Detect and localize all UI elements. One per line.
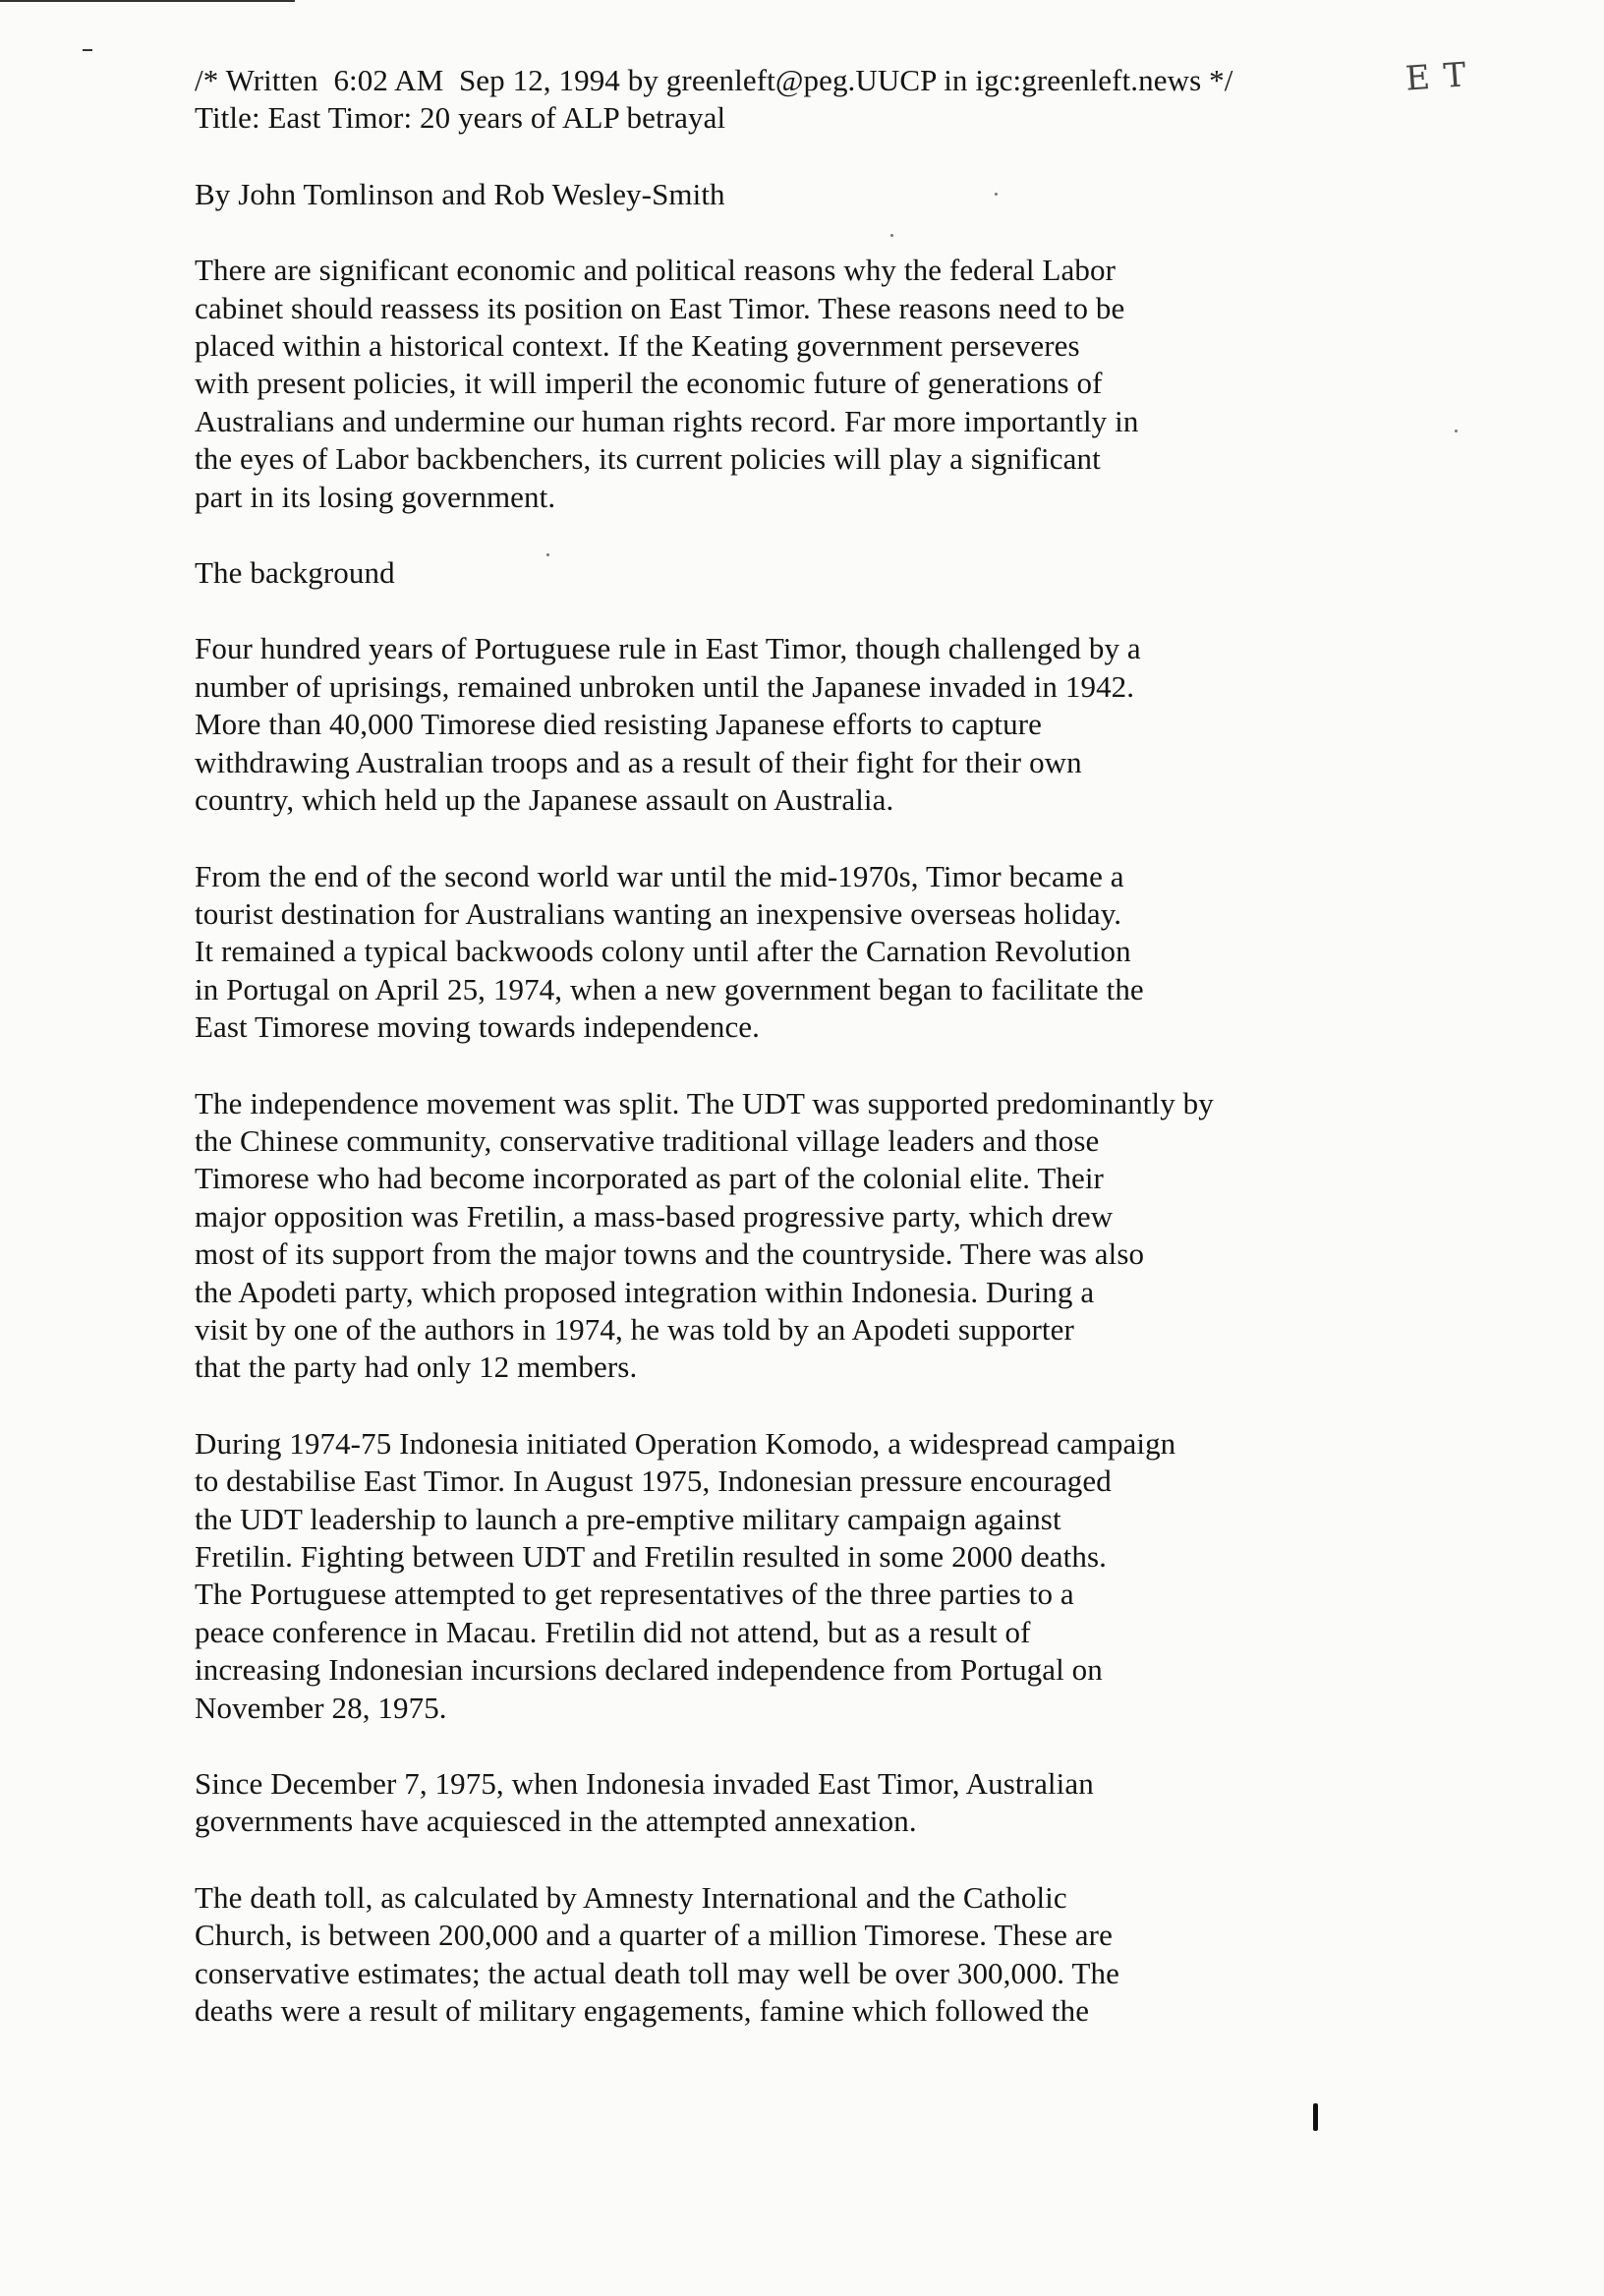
article-body [195,252,1374,2030]
paragraph [195,1879,1374,2031]
text-line: From the end of the second world war until the mid-1970s, Timor became a [195,858,1124,893]
text-line: most of its support from the major towns and the countryside. There was also [195,1236,1145,1272]
scan-speck [1455,430,1458,432]
written-header-line: /* Written 6:02 AM Sep 12, 1994 by greenleft@peg.UUCP in igc:greenleft.news */ [195,63,1233,97]
text-line: Since December 7, 1975, when Indonesia invaded East Timor, Australian [195,1766,1094,1802]
section-heading [195,554,1374,592]
text-line: The Portuguese attempted to get representatives of the three parties to a [195,1577,1074,1612]
text-line: During 1974-75 Indonesia initiated Operation Komodo, a widespread campaign [195,1425,1176,1461]
spacer [195,138,1374,176]
text-line: the UDT leadership to launch a pre-emptive military campaign against [195,1501,1061,1536]
text-line: withdrawing Australian troops and as a result of their fight for their own [195,744,1082,779]
text-line: The background [195,555,395,591]
text-line: peace conference in Macau. Fretilin did not attend, but as a result of [195,1614,1031,1649]
text-line: Church, is between 200,000 and a quarter of a million Timorese. These are [195,1918,1113,1953]
paragraph [195,630,1374,819]
text-line: with present policies, it will imperil the economic future of generations of [195,366,1103,401]
paragraph-spacer [195,820,1374,858]
paragraph [195,252,1374,516]
text-line: placed within a historical context. If the Keating government perseveres [195,328,1080,364]
text-line: governments have acquiesced in the attempted annexation. [195,1804,917,1839]
paragraph [195,1765,1374,1841]
text-line: to destabilise East Timor. In August 1975, Indonesian pressure encouraged [195,1464,1112,1499]
byline: By John Tomlinson and Rob Wesley-Smith [195,176,725,211]
text-line: More than 40,000 Timorese died resisting Japanese efforts to capture [195,707,1042,742]
text-line: deaths were a result of military engagements, famine which followed the [195,1993,1090,2029]
paragraph [195,858,1374,1047]
page-mark [1313,2103,1318,2131]
text-line: Australians and undermine our human rights record. Far more importantly in [195,403,1139,438]
spacer [195,213,1374,252]
paragraph-spacer [195,1727,1374,1765]
text-line: cabinet should reassess its position on East Timor. These reasons need to be [195,290,1125,325]
text-line: increasing Indonesian incursions declared independence from Portugal on [195,1652,1103,1688]
paragraph-spacer [195,1387,1374,1425]
paragraph-spacer [195,592,1374,630]
text-line: in Portugal on April 25, 1974, when a new government began to facilitate the [195,971,1144,1006]
text-line: November 28, 1975. [195,1690,447,1725]
paragraph-spacer [195,516,1374,554]
text-line: Four hundred years of Portuguese rule in East Timor, though challenged by a [195,631,1141,666]
top-rule [0,0,295,2]
text-line: part in its losing government. [195,479,556,514]
text-line: East Timorese moving towards independence. [195,1009,761,1045]
scan-speck [546,553,549,556]
paragraph-spacer [195,1047,1374,1085]
text-line: Fretilin. Fighting between UDT and Fretilin resulted in some 2000 deaths. [195,1539,1107,1574]
text-line: major opposition was Fretilin, a mass-based progressive party, which drew [195,1198,1114,1234]
text-line: visit by one of the authors in 1974, he was told by an Apodeti supporter [195,1311,1074,1347]
text-line: the Chinese community, conservative traditional village leaders and those [195,1122,1100,1158]
handwritten-margin-annotation: ET [1404,54,1481,99]
text-line: that the party had only 12 members. [195,1349,638,1385]
scan-speck [995,193,998,196]
paragraph [195,1425,1374,1727]
title-line: Title: East Timor: 20 years of ALP betrayal [195,100,726,136]
text-line: the eyes of Labor backbenchers, its current policies will play a significant [195,441,1101,477]
scan-speck [890,234,893,237]
text-line: tourist destination for Australians wanting an inexpensive overseas holiday. [195,895,1122,931]
text-line: conservative estimates; the actual death toll may well be over 300,000. The [195,1955,1119,1990]
text-line: number of uprisings, remained unbroken until the Japanese invaded in 1942. [195,668,1135,704]
text-line: country, which held up the Japanese assault on Australia. [195,782,894,818]
text-line: the Apodeti party, which proposed integration within Indonesia. During a [195,1274,1095,1309]
text-line: The death toll, as calculated by Amnesty International and the Catholic [195,1879,1067,1915]
margin-tick-mark [83,49,92,51]
paragraph [195,1085,1374,1387]
document-page [195,62,1374,2030]
paragraph-spacer [195,1841,1374,1879]
text-line: The independence movement was split. The UDT was supported predominantly by [195,1085,1214,1120]
text-line: There are significant economic and political reasons why the federal Labor [195,253,1117,288]
text-line: It remained a typical backwoods colony until after the Carnation Revolution [195,934,1131,969]
text-line: Timorese who had become incorporated as part of the colonial elite. Their [195,1161,1104,1196]
